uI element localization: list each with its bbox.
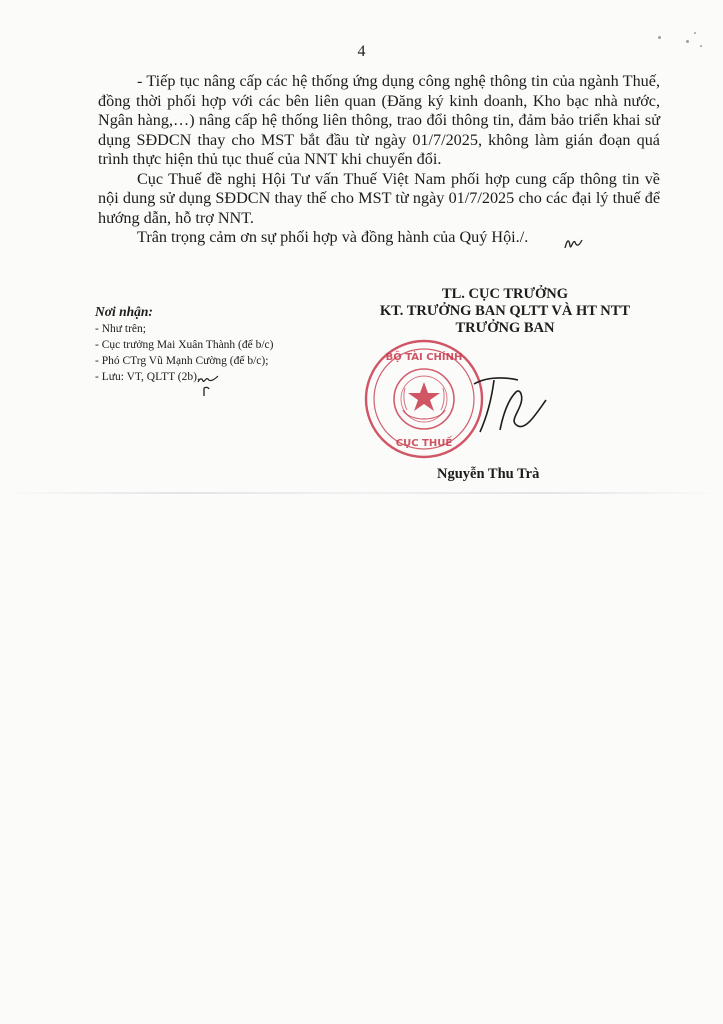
paragraph-request: Cục Thuế đề nghị Hội Tư vấn Thuế Việt Nam phối hợp cung cấp thông tin về nội dung sử dụng SĐDCN thay thế cho MST từ ngày 01/7/2025 cho các đại lý thuế để hướng dẫn, hỗ trợ NNT. xyxy=(98,169,660,227)
paragraph-it-upgrade: - Tiếp tục nâng cấp các hệ thống ứng dụng công nghệ thông tin của ngành Thuế, đồng thời phối hợp với các bên liên quan (Đăng ký kinh doanh, Kho bạc nhà nước, Ngân hàng,…) nâng cấp hệ thống liên thông, trao đổi thông tin, đảm bảo triển khai sử dụng SĐDCN thay cho MST bắt đầu từ ngày 01/7/2025, không làm gián đoạn quá trình thực hiện thủ tục thuế của NNT khi chuyển đổi. xyxy=(98,72,660,168)
recipient-item: - Như trên; xyxy=(95,323,146,335)
initial-mark-icon xyxy=(564,236,584,252)
signature-line-1: TL. CỤC TRƯỞNG xyxy=(441,286,569,302)
page-fold-line xyxy=(0,492,723,494)
page-number: 4 xyxy=(357,43,366,60)
signer-name: Nguyễn Thu Trà xyxy=(437,466,540,482)
recipient-item: - Phó CTrg Vũ Mạnh Cường (để b/c); xyxy=(95,355,269,367)
signature-block xyxy=(350,286,660,337)
recipients-list xyxy=(95,321,355,385)
recipient-item: - Cục trưởng Mai Xuân Thành (để b/c) xyxy=(95,339,274,351)
letter-body xyxy=(98,72,660,248)
handwritten-signature-icon xyxy=(470,370,550,440)
paragraph-thanks: Trân trọng cảm ơn sự phối hợp và đồng hành của Quý Hội./. xyxy=(137,228,529,246)
scan-speck xyxy=(686,40,689,43)
scan-speck xyxy=(658,36,661,39)
signature-line-3: TRƯỞNG BAN xyxy=(455,320,555,336)
seal-bottom-text: CỤC THUẾ xyxy=(395,438,453,449)
signature-line-2: KT. TRƯỞNG BAN QLTT VÀ HT NTT xyxy=(379,303,631,319)
scan-speck xyxy=(694,32,696,34)
recipient-item: - Lưu: VT, QLTT (2b). xyxy=(95,371,200,383)
scan-speck xyxy=(700,45,702,47)
recipients-title: Nơi nhận: xyxy=(95,304,153,319)
recipients-block xyxy=(95,302,355,385)
official-seal-icon xyxy=(363,338,485,460)
archive-initial-mark-icon xyxy=(196,372,220,398)
seal-top-text: BỘ TÀI CHÍNH xyxy=(385,352,463,363)
